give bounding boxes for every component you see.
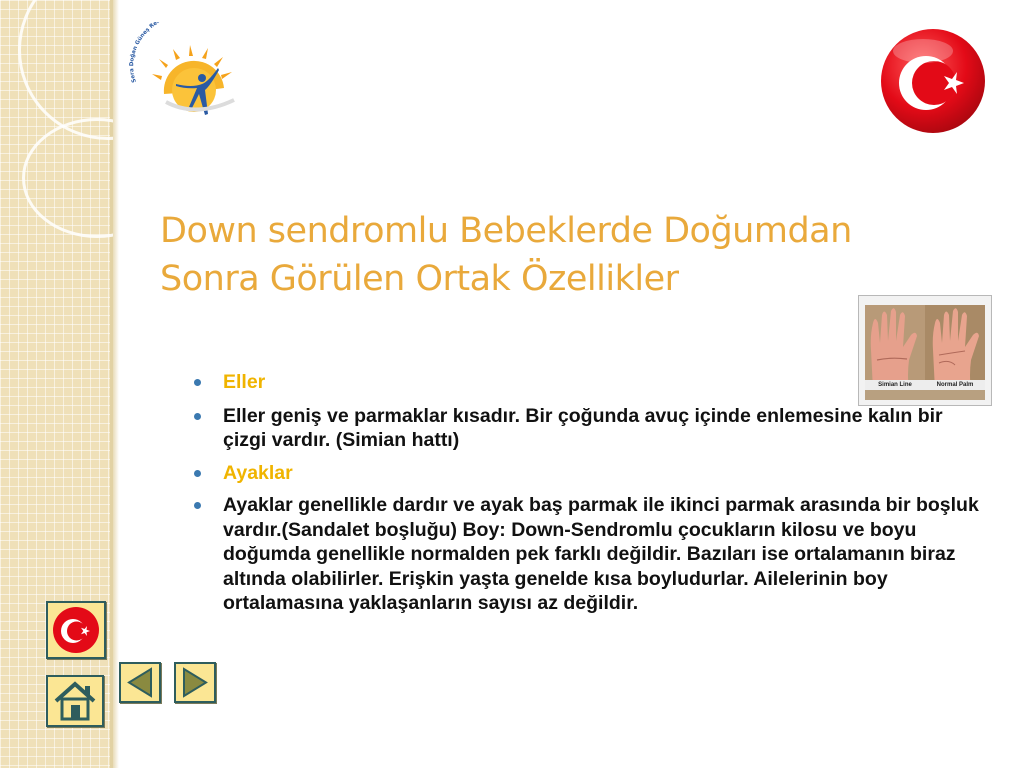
list-item [194, 461, 984, 486]
list-item [194, 404, 984, 453]
list-item [194, 370, 984, 395]
home-button[interactable] [46, 675, 104, 727]
decorative-arc [22, 118, 172, 238]
bullet-text: Eller [223, 371, 266, 393]
list-item [194, 493, 984, 616]
bullet-list [194, 370, 984, 616]
triangle-left-icon [121, 664, 159, 701]
strip-edge [113, 0, 119, 768]
bullet-text: Ayaklar [223, 461, 293, 484]
home-icon [48, 677, 102, 725]
turkish-flag-icon [878, 27, 988, 135]
triangle-right-icon [176, 664, 214, 701]
title-line-2: Sonra Görülen Ortak Özellikler [160, 259, 679, 299]
bullet-dot [194, 379, 201, 386]
bullet-text: Ayaklar genellikle dardır ve ayak baş parmak ile ikinci parmak arasında bir boşluk vardır.(Sandalet boşluğu) Boy: Down-Sendromlu çocukların kilosu ve boyu doğumda genellikle normalden pek farklı değildir. Bazıları ise ortalamanın biraz altında olabilirler. Erişkin yaşta genelde kısa boyludurlar. Ailelerinin boy ortalamasına yaklaşanların sayısı az değildir. [223, 494, 979, 614]
bullet-text: Eller geniş ve parmaklar kısadır. Bir çoğunda avuç içinde enlemesine kalın bir çizgi vardır. (Simian hattı) [223, 404, 943, 451]
bullet-dot [194, 470, 201, 477]
bullet-dot [194, 413, 201, 420]
sun-logo-icon [126, 22, 262, 122]
next-slide-button[interactable] [174, 662, 216, 703]
title-line-1: Down sendromlu Bebeklerde Doğumdan [160, 211, 852, 251]
page-title [160, 207, 860, 303]
turkish-flag-icon [48, 603, 104, 657]
rehabilitation-center-logo [126, 22, 262, 122]
hand-caption-left: Simian Line [865, 380, 925, 390]
flag-nav-button[interactable] [46, 601, 106, 659]
logo-arc-text: Sera Doğan Güneş Re [129, 22, 159, 84]
hand-caption-right: Normal Palm [925, 380, 985, 390]
previous-slide-button[interactable] [119, 662, 161, 703]
bullet-dot [194, 502, 201, 509]
